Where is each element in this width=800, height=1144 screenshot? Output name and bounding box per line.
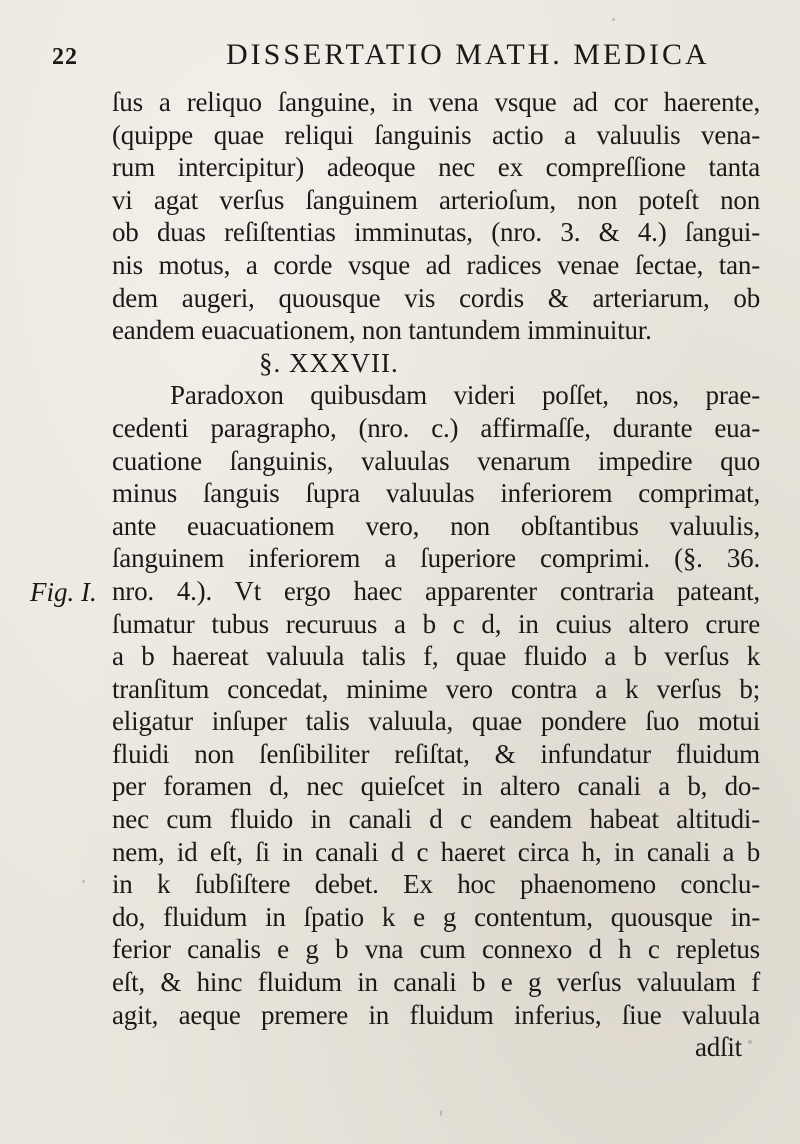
text-line: eſt, & hinc fluidum in canali b e g verſus valuulam f	[112, 967, 760, 998]
text-line: nro. 4.). Vt ergo haec apparenter contraria pateant,	[112, 575, 760, 606]
text-line: do, fluidum in ſpatio k e g contentum, quousque in-	[112, 901, 760, 932]
text-line: nem, id eſt, ſi in canali d c haeret circa h, in canali a b	[112, 836, 760, 867]
text-line: ſus a reliquo ſanguine, in vena vsque ad cor haerente,	[112, 87, 760, 117]
text-line: cedenti paragrapho, (nro. c.) affirmaſſe, durante eua-	[112, 412, 760, 443]
paper-speck	[82, 880, 85, 883]
paper-speck	[748, 1040, 752, 1044]
text-line: fluidi non ſenſibiliter reſiſtat, & infundatur fluidum	[112, 738, 760, 769]
text-line: a b haereat valuula talis f, quae fluido a b verſus k	[112, 641, 760, 672]
catchword: adſit	[695, 1032, 742, 1063]
running-title: DISSERTATIO MATH. MEDICA	[226, 38, 710, 71]
text-line: eandem euacuationem, non tantundem imminuitur.	[112, 315, 652, 346]
text-line: cuatione ſanguinis, valuulas venarum impedire quo	[112, 445, 760, 476]
text-line: ſumatur tubus recuruus a b c d, in cuius altero crure	[112, 608, 760, 639]
page-number: 22	[52, 44, 78, 70]
text-line: ob duas reſiſtentias imminutas, (nro. 3. & 4.) ſangui-	[112, 217, 760, 248]
text-line: minus ſanguis ſupra valuulas inferiorem comprimat,	[112, 478, 760, 509]
text-line: ferior canalis e g b vna cum connexo d h c repletus	[112, 934, 760, 965]
text-line: ante euacuationem vero, non obſtantibus valuulis,	[112, 510, 760, 541]
running-head	[52, 38, 752, 78]
text-line: ſanguinem inferiorem a ſuperiore comprimi. (§. 36.	[112, 543, 760, 574]
text-line: tranſitum concedat, minime vero contra a k verſus b;	[112, 673, 760, 704]
text-line: Paradoxon quibusdam videri poſſet, nos, prae-	[170, 380, 760, 411]
figure-margin-note: Fig. I.	[30, 577, 97, 607]
text-line: agit, aeque premere in fluidum inferius, ſiue valuula	[112, 999, 760, 1030]
text-line: (quippe quae reliqui ſanguinis actio a valuulis vena-	[112, 119, 760, 150]
text-line: eligatur inſuper talis valuula, quae pondere ſuo motui	[112, 706, 760, 737]
paper-speck	[612, 18, 615, 21]
text-line: per foramen d, nec quieſcet in altero canali a b, do-	[112, 771, 760, 802]
body-text	[112, 86, 760, 1064]
text-line: in k ſubſiſtere debet. Ex hoc phaenomeno conclu-	[112, 869, 760, 900]
text-line: rum intercipitur) adeoque nec ex compreſſione tanta	[112, 152, 760, 183]
text-line: dem augeri, quousque vis cordis & arteriarum, ob	[112, 282, 760, 313]
paper-speck	[440, 1110, 442, 1116]
text-line: nec cum fluido in canali d c eandem habeat altitudi-	[112, 804, 760, 835]
text-line: vi agat verſus ſanguinem arterioſum, non poteſt non	[112, 184, 760, 215]
text-line: nis motus, a corde vsque ad radices venae ſectae, tan-	[112, 249, 760, 280]
section-heading: §. XXXVII.	[259, 347, 399, 378]
